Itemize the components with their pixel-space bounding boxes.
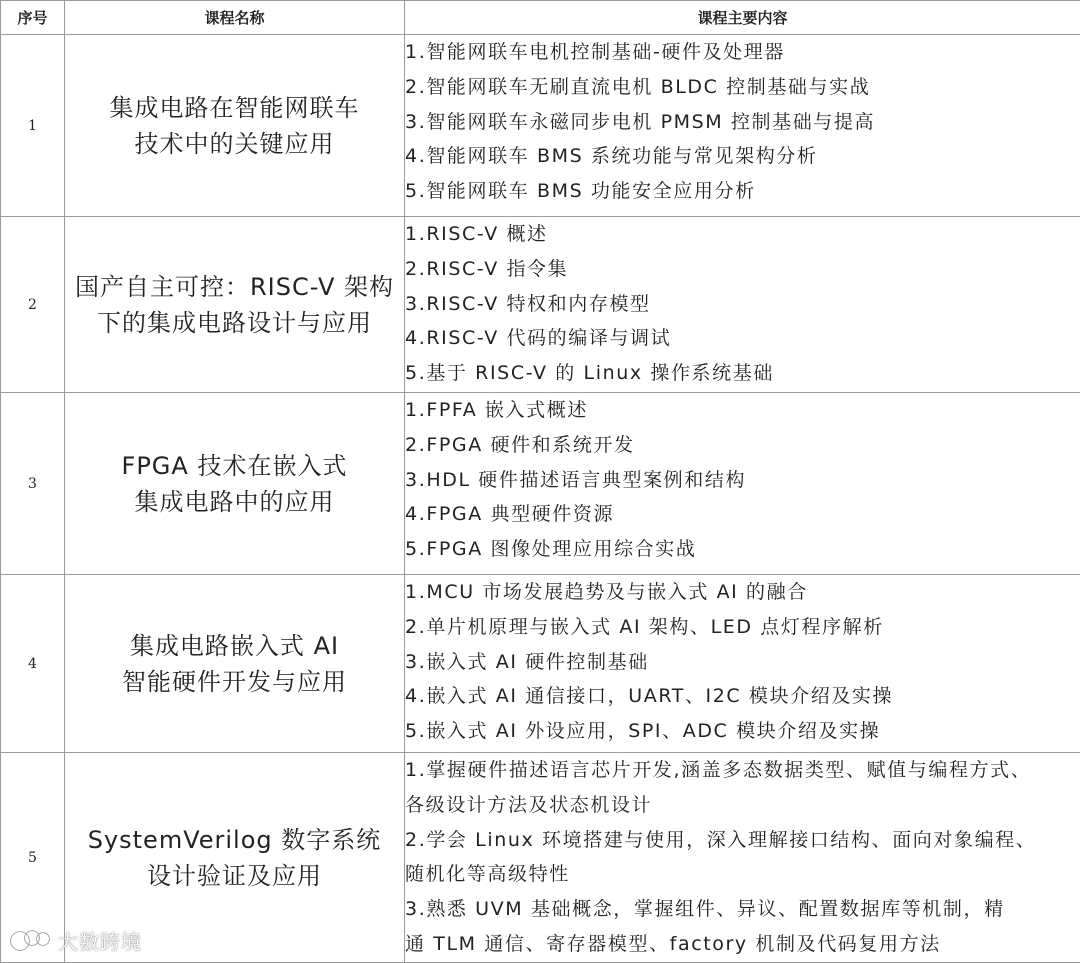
course-name-line: 设计验证及应用 [65, 858, 404, 894]
watermark [8, 926, 142, 955]
content-item: 1.RISC-V 概述 [405, 217, 1080, 252]
course-name-line: 国产自主可控：RISC-V 架构 [65, 269, 404, 305]
course-name [65, 35, 405, 217]
content-item: 3.嵌入式 AI 硬件控制基础 [405, 645, 1080, 680]
content-item: 4.智能网联车 BMS 系统功能与常见架构分析 [405, 139, 1080, 174]
course-content [405, 575, 1080, 753]
content-item: 2.FPGA 硬件和系统开发 [405, 428, 1080, 463]
table-row [1, 393, 1080, 575]
course-number: 2 [1, 217, 65, 393]
content-item: 3.智能网联车永磁同步电机 PMSM 控制基础与提高 [405, 105, 1080, 140]
content-item: 1.智能网联车电机控制基础-硬件及处理器 [405, 35, 1080, 70]
table-header-row [1, 1, 1080, 35]
course-number: 1 [1, 35, 65, 217]
course-number: 4 [1, 575, 65, 753]
table-row [1, 575, 1080, 753]
content-item: 各级设计方法及状态机设计 [405, 788, 1080, 823]
header-content: 课程主要内容 [405, 1, 1080, 35]
content-item: 1.MCU 市场发展趋势及与嵌入式 AI 的融合 [405, 575, 1080, 610]
table-row [1, 217, 1080, 393]
course-name-line: 下的集成电路设计与应用 [65, 305, 404, 341]
content-item: 4.嵌入式 AI 通信接口，UART、I2C 模块介绍及实操 [405, 679, 1080, 714]
course-content [405, 393, 1080, 575]
content-item: 4.FPGA 典型硬件资源 [405, 497, 1080, 532]
content-item: 5.基于 RISC-V 的 Linux 操作系统基础 [405, 356, 1080, 391]
course-content [405, 35, 1080, 217]
course-name-line: 集成电路中的应用 [65, 484, 404, 520]
content-item: 随机化等高级特性 [405, 857, 1080, 892]
table-row [1, 753, 1080, 963]
course-content [405, 217, 1080, 393]
content-item: 5.智能网联车 BMS 功能安全应用分析 [405, 174, 1080, 209]
course-name-line: 技术中的关键应用 [65, 126, 404, 162]
course-name-line: 集成电路在智能网联车 [65, 90, 404, 126]
table-row [1, 35, 1080, 217]
content-item: 3.HDL 硬件描述语言典型案例和结构 [405, 463, 1080, 498]
watermark-text: 大数跨境 [58, 926, 142, 955]
content-item: 2.智能网联车无刷直流电机 BLDC 控制基础与实战 [405, 70, 1080, 105]
course-number: 5 [1, 753, 65, 963]
content-item: 4.RISC-V 代码的编译与调试 [405, 321, 1080, 356]
course-name [65, 393, 405, 575]
content-item: 3.熟悉 UVM 基础概念，掌握组件、异议、配置数据库等机制，精 [405, 892, 1080, 927]
header-name: 课程名称 [65, 1, 405, 35]
course-name-line: FPGA 技术在嵌入式 [65, 448, 404, 484]
content-item: 5.嵌入式 AI 外设应用，SPI、ADC 模块介绍及实操 [405, 714, 1080, 749]
course-name [65, 575, 405, 753]
content-item: 2.学会 Linux 环境搭建与使用，深入理解接口结构、面向对象编程、 [405, 823, 1080, 858]
course-name-line: 智能硬件开发与应用 [65, 664, 404, 700]
course-name-line: SystemVerilog 数字系统 [65, 822, 404, 858]
course-name-line: 集成电路嵌入式 AI [65, 628, 404, 664]
content-item: 1.FPFA 嵌入式概述 [405, 393, 1080, 428]
header-no: 序号 [1, 1, 65, 35]
content-item: 2.RISC-V 指令集 [405, 252, 1080, 287]
content-item: 3.RISC-V 特权和内存模型 [405, 287, 1080, 322]
course-content [405, 753, 1080, 963]
content-item: 5.FPGA 图像处理应用综合实战 [405, 532, 1080, 567]
course-name [65, 217, 405, 393]
content-item: 1.掌握硬件描述语言芯片开发,涵盖多态数据类型、赋值与编程方式、 [405, 753, 1080, 788]
brand-logo-icon [8, 927, 52, 955]
content-item: 2.单片机原理与嵌入式 AI 架构、LED 点灯程序解析 [405, 610, 1080, 645]
content-item: 通 TLM 通信、寄存器模型、factory 机制及代码复用方法 [405, 927, 1080, 962]
course-number: 3 [1, 393, 65, 575]
